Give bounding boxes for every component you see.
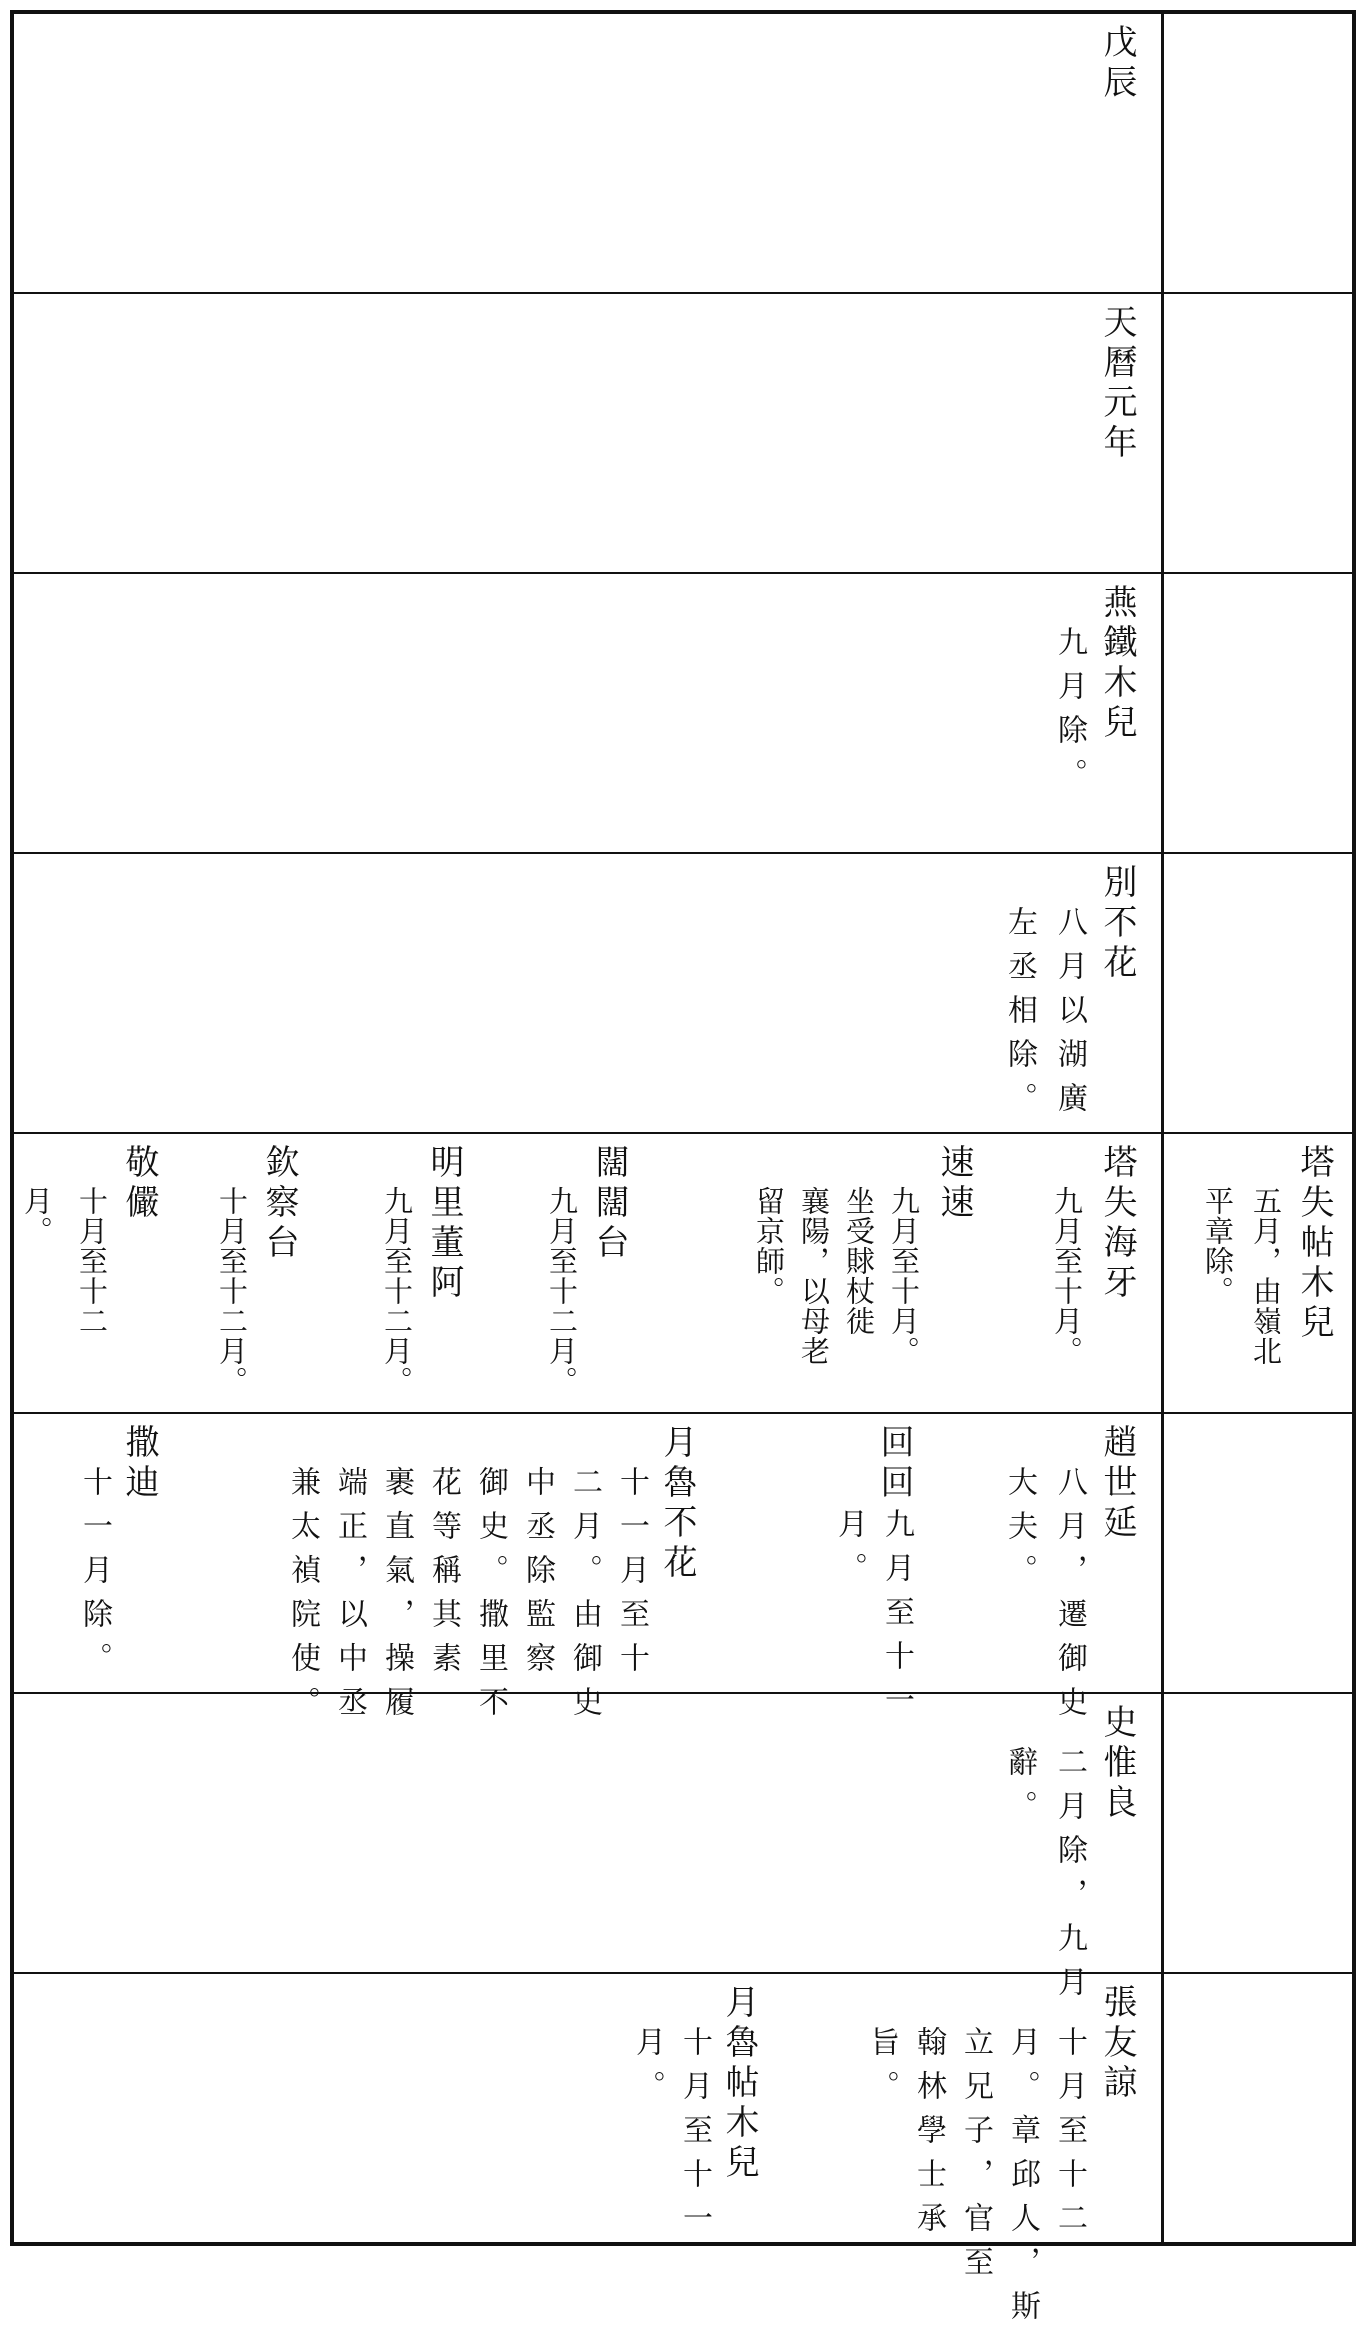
- entry-text: 九月至十二月。: [380, 1186, 414, 1396]
- main-cell: [14, 1694, 1161, 2010]
- official-name: 撒迪: [119, 1424, 159, 1504]
- entry-text: 八月以湖廣: [1052, 906, 1087, 1126]
- entry-text: 十月至十二: [1052, 2026, 1087, 2246]
- entry-text: 十月至十二月。: [215, 1186, 249, 1396]
- official-name: 闊闊台: [589, 1144, 629, 1264]
- main-cell: [14, 14, 1161, 292]
- official-name: 明里董阿: [424, 1144, 464, 1304]
- side-entry-text: 平章除。: [1201, 1186, 1235, 1306]
- entry-text: 御史。撒里不: [473, 1466, 508, 1730]
- side-cell: [1161, 1414, 1352, 1692]
- side-cell: [1161, 574, 1352, 852]
- table-row: [14, 1414, 1352, 1730]
- entry-text: 九月至十二月。: [545, 1186, 579, 1396]
- entry-text: 二月。由御史: [567, 1466, 602, 1730]
- entry-text: 十一月至十: [614, 1466, 649, 1686]
- main-cell: [14, 854, 1161, 1132]
- entry-text: 十一月除。: [77, 1466, 112, 1686]
- official-table: [10, 10, 1356, 2334]
- side-cell: [1161, 1134, 1352, 1412]
- table-row: [14, 14, 1352, 294]
- table-row: [14, 1134, 1352, 1414]
- year-heading: 戊辰: [1097, 24, 1137, 104]
- entry-text: 二月除，九月: [1052, 1746, 1087, 2010]
- official-name: 趙世延: [1097, 1424, 1137, 1544]
- official-name: 敬儼: [119, 1144, 159, 1224]
- main-cell: [14, 294, 1161, 572]
- entry-text: 十月至十二: [75, 1186, 109, 1336]
- entry-text: 九月至十月。: [1050, 1186, 1084, 1366]
- official-name: 回回: [874, 1424, 914, 1504]
- entry-text: 八月，遷御史: [1052, 1466, 1087, 1730]
- main-cell: [14, 574, 1161, 852]
- official-name: 月魯不花: [657, 1424, 697, 1584]
- table-row: [14, 1974, 1352, 2334]
- entry-text: 旨。: [864, 2026, 899, 2114]
- official-name: 欽察台: [259, 1144, 299, 1264]
- entry-text: 九月除。: [1052, 626, 1087, 802]
- entry-text: 九月至十月。: [887, 1186, 921, 1366]
- entry-text: 左丞相除。: [1002, 906, 1037, 1126]
- entry-text: 大夫。: [1002, 1466, 1037, 1598]
- table-row: [14, 854, 1352, 1134]
- side-official-name: 塔失帖木兒: [1294, 1144, 1334, 1344]
- main-cell: [14, 1134, 1161, 1412]
- table-row: [14, 574, 1352, 854]
- side-cell: [1161, 1974, 1352, 2244]
- entry-text: 立兄子，官至: [958, 2026, 993, 2290]
- entry-text: 端正，以中丞: [332, 1466, 367, 1730]
- entry-text: 花等稱其素: [426, 1466, 461, 1686]
- entry-text: 中丞除監察: [520, 1466, 555, 1686]
- table-row: [14, 1694, 1352, 2010]
- side-cell: [1161, 1694, 1352, 1972]
- official-name: 塔失海牙: [1097, 1144, 1137, 1304]
- entry-text: 辭。: [1002, 1746, 1037, 1834]
- official-name: 張友諒: [1097, 1984, 1137, 2104]
- entry-text: 九月至十一: [879, 1508, 914, 1728]
- side-cell: [1161, 14, 1352, 292]
- entry-text: 兼太禎院使。: [285, 1466, 320, 1730]
- entry-text: 十月至十一: [677, 2026, 712, 2246]
- entry-text: 月。: [832, 1508, 867, 1596]
- entry-text: 裹直氣，操履: [379, 1466, 414, 1730]
- entry-text: 月。章邱人，斯: [1005, 2026, 1040, 2334]
- official-name: 速速: [934, 1144, 974, 1224]
- side-cell: [1161, 294, 1352, 572]
- entry-text: 襄陽，以母老: [797, 1186, 831, 1366]
- official-name: 史惟良: [1097, 1704, 1137, 1824]
- entry-text: 留京師。: [752, 1186, 786, 1306]
- entry-text: 月。: [20, 1186, 54, 1246]
- main-cell: [14, 1414, 1161, 1730]
- entry-text: 翰林學士承: [911, 2026, 946, 2246]
- official-name: 燕鐵木兒: [1097, 584, 1137, 744]
- side-cell: [1161, 854, 1352, 1132]
- entry-text: 月。: [630, 2026, 665, 2114]
- entry-text: 坐受賕杖徙: [842, 1186, 876, 1336]
- side-entry-text: 五月，由嶺北: [1249, 1186, 1283, 1366]
- table-row: [14, 294, 1352, 574]
- official-name: 別不花: [1097, 864, 1137, 984]
- year-heading: 天曆元年: [1097, 304, 1137, 464]
- main-cell: [14, 1974, 1161, 2334]
- official-name: 月魯帖木兒: [719, 1984, 759, 2184]
